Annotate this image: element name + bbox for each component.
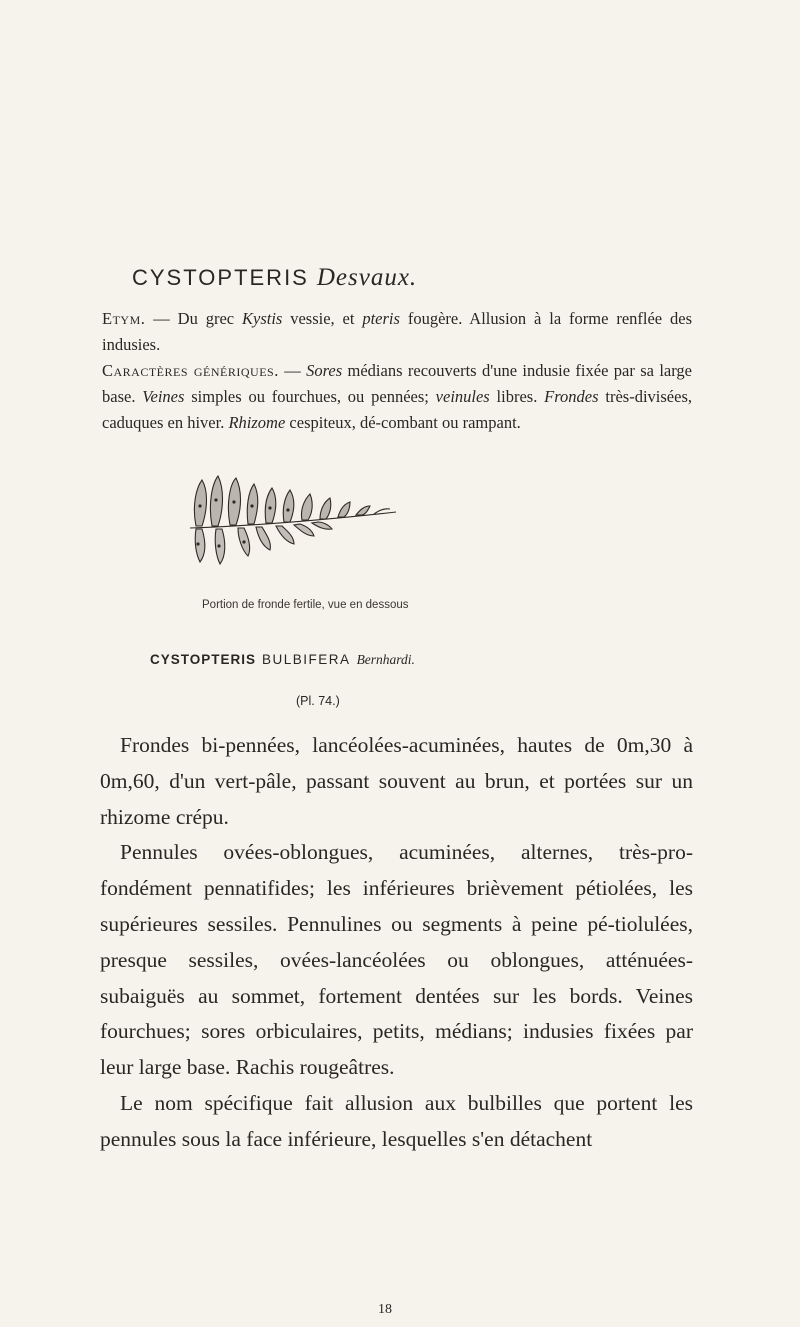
- description-paragraph-3: Le nom spécifique fait allusion aux bulbilles que portent les pennules sous la face inférieure, lesquelles s'en détachent: [100, 1090, 693, 1151]
- term-rhizome: Rhizome: [228, 413, 286, 432]
- term-frondes: Frondes: [544, 387, 599, 406]
- characters-text: libres.: [489, 387, 545, 406]
- species-description: [100, 728, 693, 1158]
- etymology-paragraph: [102, 306, 692, 358]
- species-author: Bernhardi.: [356, 652, 415, 667]
- genus-author: Desvaux.: [316, 264, 418, 291]
- species-epithet: BULBIFERA: [262, 652, 351, 667]
- term-veines: Veines: [142, 387, 185, 406]
- etymology-kystis: Kystis: [241, 309, 283, 328]
- characters-text: très-divisées, caduques en hiver.: [102, 387, 692, 432]
- characters-text: médians recouverts d'une indusie fixée par sa large base.: [102, 361, 692, 406]
- term-sores: Sores: [306, 361, 343, 380]
- characters-paragraph: [102, 358, 692, 436]
- description-paragraph-2: Pennules ovées-oblongues, acuminées, alternes, très-pro-fondément pennatifides; les inférieures brièvement pétiolées, les supérieures sessiles. Pennulines ou segments à peine pé-tiolulées, presque sessiles, ovées-lancéolées ou oblongues, atténuées-subaiguës au sommet, fortement dentées sur les bords. Veines fourchues; sores orbiculaires, petits, médians; indusies fixées par leur large base. Rachis rougeâtres.: [100, 840, 693, 1080]
- fern-frond-illustration: [186, 466, 422, 576]
- genus-intro: [102, 306, 692, 436]
- plate-reference: (Pl. 74.): [296, 694, 340, 708]
- figure-caption: Portion de fronde fertile, vue en dessous: [202, 599, 409, 611]
- etymology-label: Etym.: [102, 309, 146, 328]
- characters-text: simples ou fourchues, ou pennées;: [184, 387, 436, 406]
- fern-frond-icon: [186, 466, 422, 576]
- characters-text: cespiteux, dé-combant ou rampant.: [285, 413, 521, 432]
- etymology-text: vessie, et: [282, 309, 363, 328]
- etymology-pteris: pteris: [362, 309, 400, 328]
- characters-text: —: [278, 361, 307, 380]
- description-paragraph-1: Frondes bi-pennées, lancéolées-acuminées, hautes de 0m,30 à 0m,60, d'un vert-pâle, passant souvent au brun, et portées sur un rhizome crépu.: [100, 733, 693, 829]
- etymology-text: fougère. Allusion à la forme renflée des indusies.: [102, 309, 692, 354]
- term-veinules: veinules: [435, 387, 490, 406]
- genus-name: CYSTOPTERIS: [132, 265, 309, 290]
- etymology-text: — Du grec: [145, 309, 242, 328]
- species-genus: CYSTOPTERIS: [150, 652, 257, 667]
- genus-title: [132, 264, 692, 292]
- species-heading: [150, 652, 670, 668]
- page-number: 18: [378, 1302, 392, 1317]
- characters-label: Caractères génériques.: [102, 361, 279, 380]
